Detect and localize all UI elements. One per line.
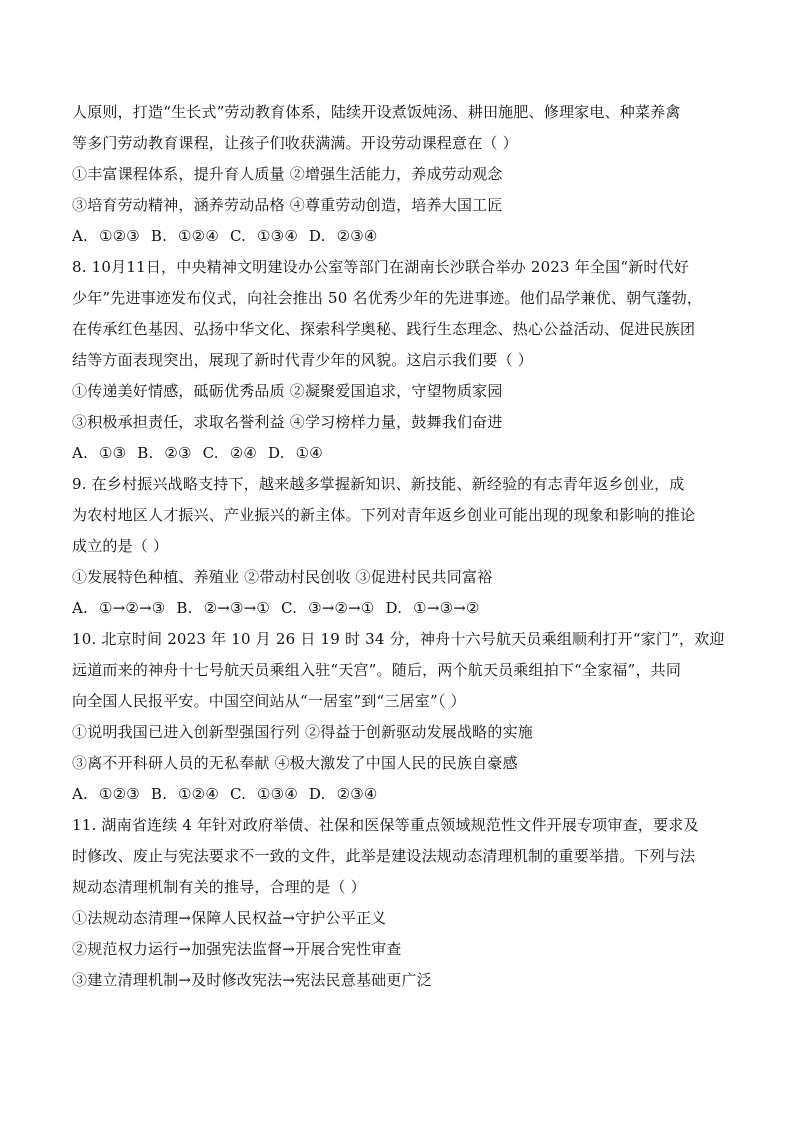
- question-text-line: 9. 在乡村振兴战略支持下，越来越多掌握新知识、新技能、新经验的有志青年返乡创业，成: [72, 475, 685, 493]
- statement-line: ①丰富课程体系，提升育人质量 ②增强生活能力，养成劳动观念: [72, 165, 503, 183]
- question-9: [72, 469, 728, 624]
- question-text-line: 8. 10月11日，中央精神文明建设办公室等部门在湖南长沙联合举办 2023 年全国“新时代好: [72, 258, 690, 276]
- answer-options: A. ①→②→③ B. ②→③→① C. ③→②→① D. ①→③→②: [72, 599, 480, 617]
- statement-line: ①说明我国已进入创新型强国行列 ②得益于创新驱动发展战略的实施: [72, 723, 533, 741]
- question-text-line: 时修改、废止与宪法要求不一致的文件，此举是建设法规动态清理机制的重要举措。下列与法: [72, 847, 696, 865]
- question-10: [72, 624, 728, 810]
- question-text-line: 成立的是（ ）: [72, 537, 169, 555]
- question-11: [72, 810, 728, 996]
- question-text-line: 远道而来的神舟十七号航天员乘组入驻“天宫”。随后，两个航天员乘组拍下“全家福”，共同: [72, 661, 682, 679]
- question-text-line: 人原则，打造“生长式”劳动教育体系，陆续开设煮饭炖汤、耕田施肥、修理家电、种菜养禽: [72, 103, 681, 121]
- statement-line: ③建立清理机制→及时修改宪法→宪法民意基础更广泛: [72, 971, 432, 989]
- document-page: [72, 97, 728, 996]
- statement-line: ②规范权力运行→加强宪法监督→开展合宪性审查: [72, 940, 402, 958]
- question-8: [72, 252, 728, 469]
- question-text-line: 11. 湖南省连续 4 年针对政府举债、社保和医保等重点领域规范性文件开展专项审查，要求及: [72, 816, 699, 834]
- question-7: [72, 97, 728, 252]
- statement-line: ①传递美好情感，砥砺优秀品质 ②凝聚爱国追求，守望物质家园: [72, 382, 503, 400]
- question-text-line: 少年”先进事迹发布仪式，向社会推出 50 名优秀少年的先进事迹。他们品学兼优、朝气蓬勃，: [72, 289, 703, 307]
- answer-options: A. ①②③ B. ①②④ C. ①③④ D. ②③④: [72, 227, 378, 245]
- question-text-line: 向全国人民报平安。中国空间站从“一居室”到“三居室”（ ）: [72, 692, 466, 710]
- question-text-line: 为农村地区人才振兴、产业振兴的新主体。下列对青年返乡创业可能出现的现象和影响的推论: [72, 506, 696, 524]
- statement-line: ③积极承担责任，求取名誉利益 ④学习榜样力量，鼓舞我们奋进: [72, 413, 503, 431]
- question-text-line: 10. 北京时间 2023 年 10 月 26 日 19 时 34 分，神舟十六号航天员乘组顺利打开“家门”，欢迎: [72, 630, 725, 648]
- question-text-line: 规动态清理机制有关的推导，合理的是（ ）: [72, 878, 366, 896]
- statement-line: ①发展特色种植、养殖业 ②带动村民创收 ③促进村民共同富裕: [72, 568, 493, 586]
- statement-line: ①法规动态清理→保障人民权益→守护公平正义: [72, 909, 387, 927]
- statement-line: ③培育劳动精神，涵养劳动品格 ④尊重劳动创造，培养大国工匠: [72, 196, 503, 214]
- question-text-line: 结等方面表现突出，展现了新时代青少年的风貌。这启示我们要（ ）: [72, 351, 533, 369]
- answer-options: A. ①③ B. ②③ C. ②④ D. ①④: [72, 444, 323, 462]
- answer-options: A. ①②③ B. ①②④ C. ①③④ D. ②③④: [72, 785, 378, 803]
- statement-line: ③离不开科研人员的无私奉献 ④极大激发了中国人民的民族自豪感: [72, 754, 518, 772]
- question-text-line: 等多门劳动教育课程，让孩子们收获满满。开设劳动课程意在（ ）: [72, 134, 518, 152]
- question-text-line: 在传承红色基因、弘扬中华文化、探索科学奥秘、践行生态理念、热心公益活动、促进民族团: [72, 320, 696, 338]
